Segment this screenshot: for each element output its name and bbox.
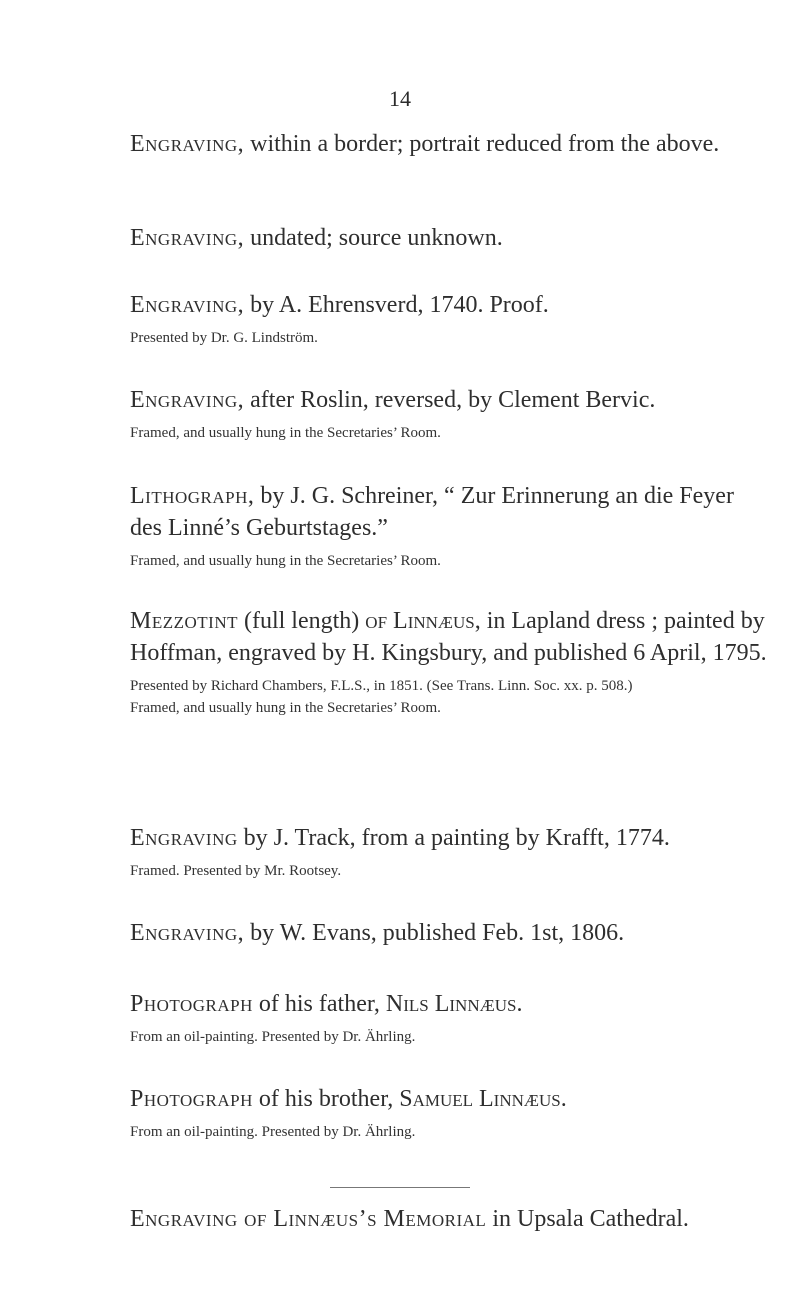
entry-heading bbox=[130, 605, 770, 669]
entry-description: by J. G. Schreiner, “ Zur Erinnerung an die Feyer des Linné’s Geburtstages.” bbox=[130, 483, 734, 541]
catalogue-entry bbox=[130, 822, 770, 882]
entry-type: Engraving, bbox=[130, 131, 245, 157]
entry-heading bbox=[130, 988, 770, 1020]
entry-heading bbox=[130, 222, 770, 254]
catalogue-entry bbox=[130, 1083, 770, 1143]
catalogue-entry bbox=[130, 917, 770, 949]
entry-note: From an oil-painting. Presented by Dr. Ährling. bbox=[130, 1124, 416, 1140]
entry-type: Engraving bbox=[130, 825, 238, 851]
entry-subject: of Linnæus, bbox=[365, 608, 481, 634]
catalogue-entry bbox=[130, 384, 770, 444]
entry-note: From an oil-painting. Presented by Dr. Ährling. bbox=[130, 1029, 416, 1045]
entry-heading bbox=[130, 1083, 770, 1115]
entry-type: Engraving, bbox=[130, 920, 245, 946]
entry-description: in Upsala Cathedral. bbox=[486, 1206, 689, 1232]
entry-description: by W. Evans, published Feb. 1st, 1806. bbox=[244, 920, 625, 946]
entry-description: undated; source unknown. bbox=[244, 225, 503, 251]
entry-heading bbox=[130, 480, 770, 544]
entry-heading bbox=[130, 1203, 770, 1235]
entry-heading bbox=[130, 822, 770, 854]
catalogue-entry bbox=[130, 480, 770, 572]
entry-description: within a border; portrait reduced from the above. bbox=[244, 131, 720, 157]
entry-note: Framed, and usually hung in the Secretaries’ Room. bbox=[130, 425, 441, 441]
entry-subject: Samuel Linnæus. bbox=[399, 1086, 567, 1112]
entry-type: Engraving of Linnæus’s Memorial bbox=[130, 1206, 487, 1232]
page-number: 14 bbox=[389, 86, 411, 111]
entry-subject: Nils Linnæus. bbox=[385, 991, 523, 1017]
entry-description: in Lapland dress ; painted by Hoffman, engraved by H. Kingsbury, and published 6 April, 1795. bbox=[130, 608, 767, 666]
entry-description: of his father, bbox=[252, 991, 386, 1017]
entry-note: Presented by Richard Chambers, F.L.S., in 1851. (See Trans. Linn. Soc. xx. p. 508.) bbox=[130, 678, 633, 694]
catalogue-entry bbox=[130, 1203, 770, 1235]
catalogue-entry bbox=[130, 289, 770, 349]
entry-note: Framed, and usually hung in the Secretaries’ Room. bbox=[130, 700, 441, 716]
section-divider bbox=[330, 1187, 470, 1188]
entry-description: of his brother, bbox=[252, 1086, 400, 1112]
entry-note: Presented by Dr. G. Lindström. bbox=[130, 330, 318, 346]
entry-type: Photograph bbox=[130, 991, 253, 1017]
entry-description: by A. Ehrensverd, 1740. Proof. bbox=[244, 292, 549, 318]
entry-heading bbox=[130, 384, 770, 416]
entry-heading bbox=[130, 917, 770, 949]
entry-note: Framed, and usually hung in the Secretaries’ Room. bbox=[130, 553, 441, 569]
entry-type: Engraving, bbox=[130, 387, 245, 413]
entry-description: (full length) bbox=[237, 608, 366, 634]
catalogue-entry bbox=[130, 128, 770, 160]
entry-description: by J. Track, from a painting by Krafft, 1774. bbox=[237, 825, 670, 851]
entry-heading bbox=[130, 128, 770, 160]
entry-heading bbox=[130, 289, 770, 321]
entry-description: after Roslin, reversed, by Clement Bervic. bbox=[244, 387, 656, 413]
entry-type: Engraving, bbox=[130, 225, 245, 251]
entry-type: Lithograph, bbox=[130, 483, 255, 509]
catalogue-entry bbox=[130, 605, 770, 719]
catalogue-entry bbox=[130, 988, 770, 1048]
entry-type: Engraving, bbox=[130, 292, 245, 318]
entry-note: Framed. Presented by Mr. Rootsey. bbox=[130, 863, 342, 879]
entry-type: Photograph bbox=[130, 1086, 253, 1112]
catalogue-entry bbox=[130, 222, 770, 254]
entry-type: Mezzotint bbox=[130, 608, 238, 634]
